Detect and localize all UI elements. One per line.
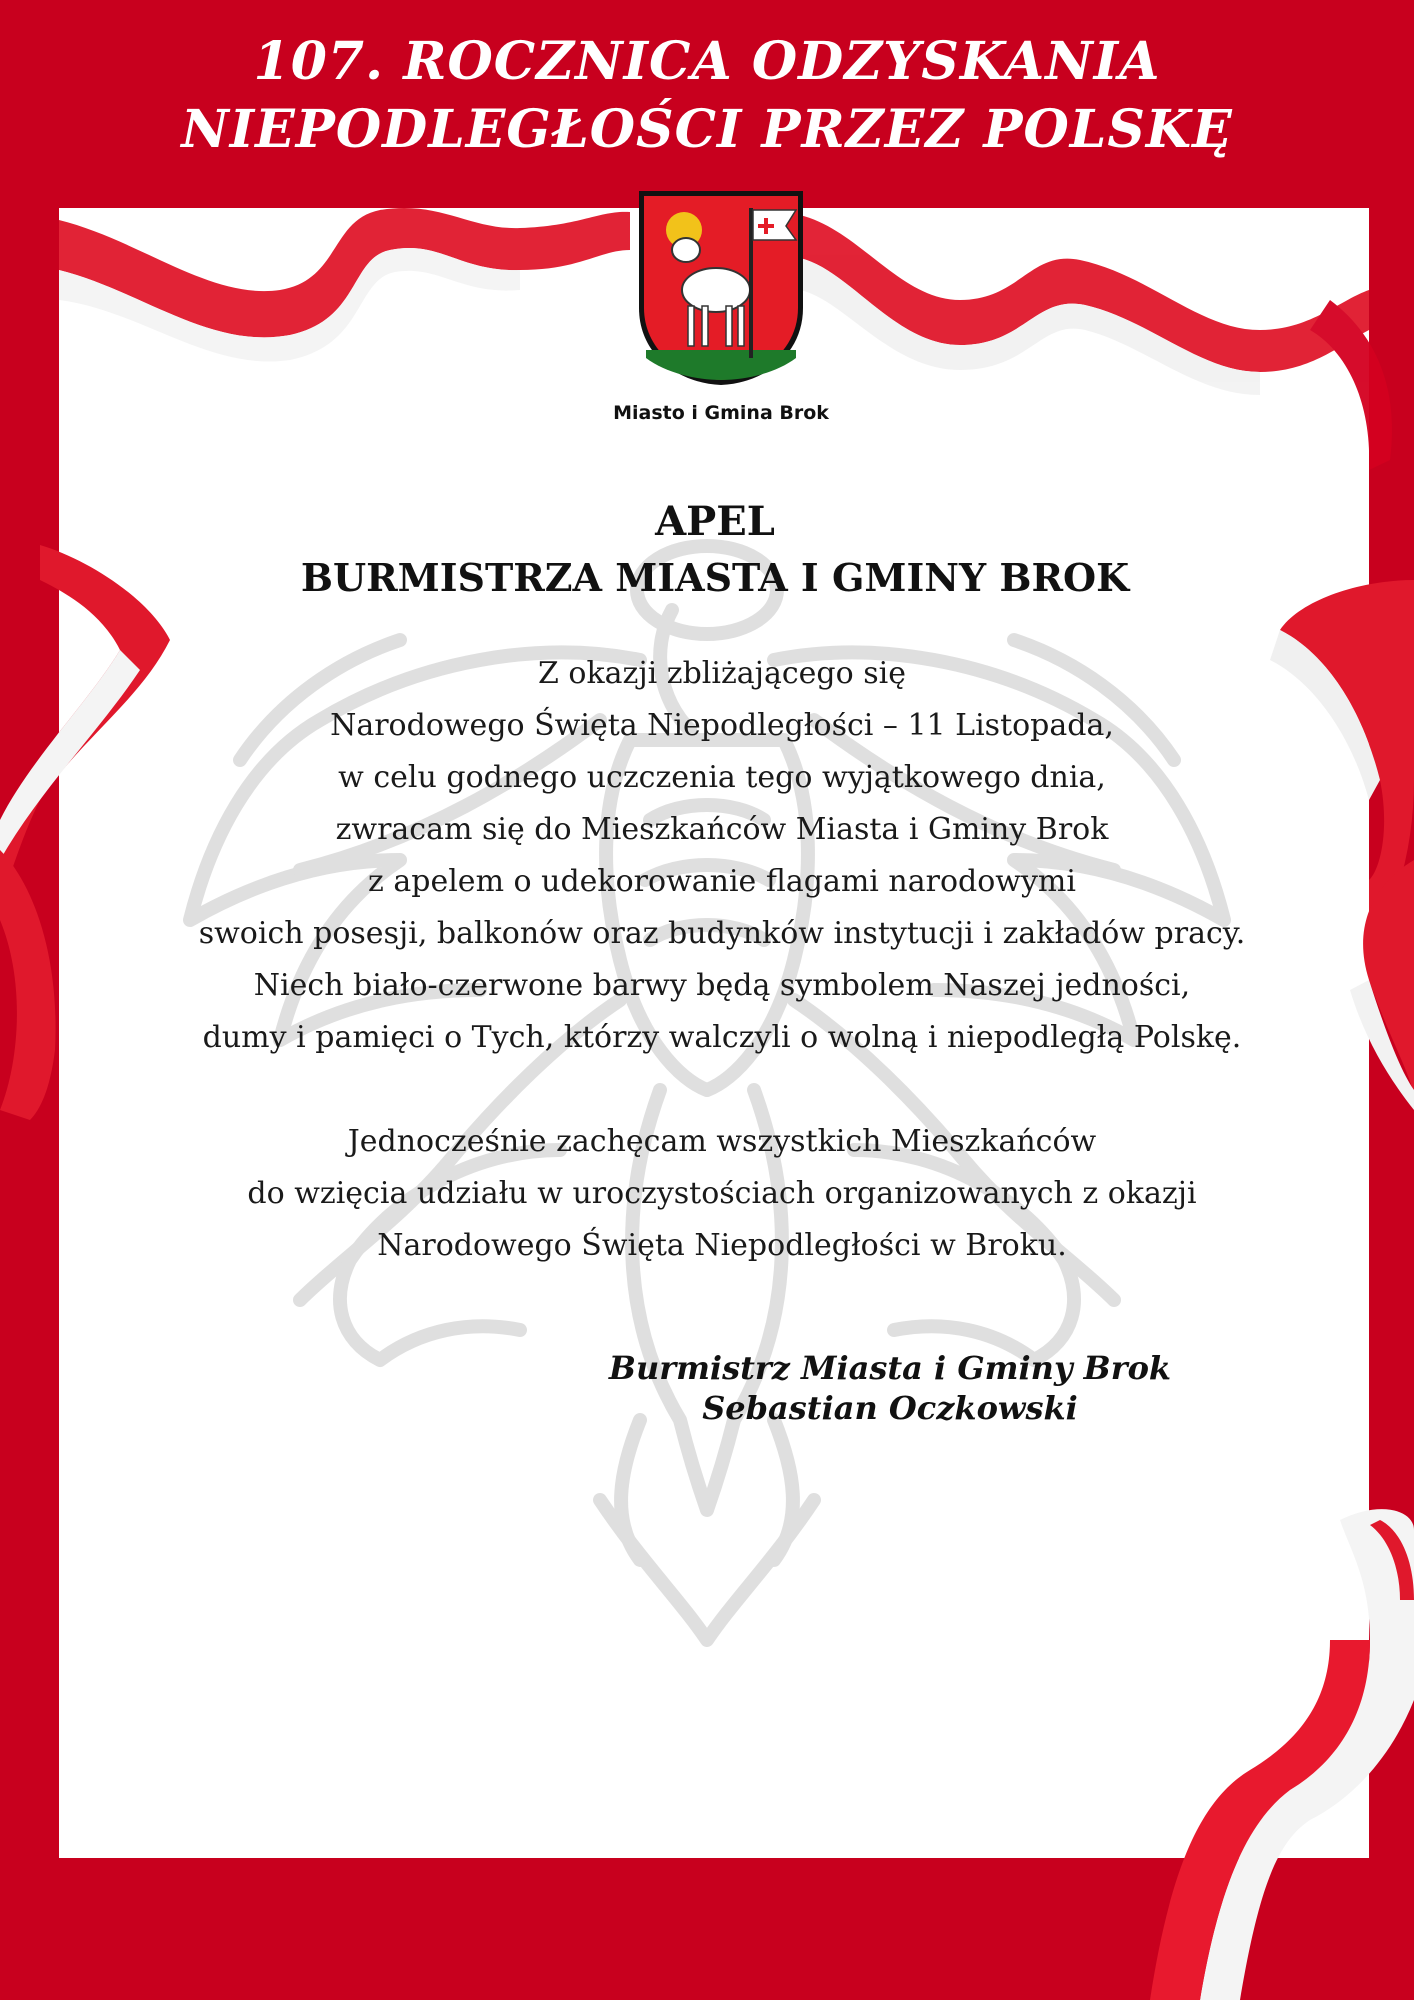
header-title-line2: NIEPODLEGŁOŚCI PRZEZ POLSKĘ [181,99,1233,160]
appeal-text-line: Narodowego Święta Niepodległości w Broku. [377,1228,1067,1263]
appeal-title-line2: BURMISTRZA MIASTA I GMINY BROK [300,555,1130,600]
appeal-text-line: Niech biało-czerwone barwy będą symbolem Naszej jedności, [253,968,1191,1003]
appeal-text-line: Narodowego Święta Niepodległości – 11 Listopada, [330,708,1114,743]
appeal-text-line: Jednocześnie zachęcam wszystkich Mieszkańców [347,1124,1097,1159]
appeal-heading [140,494,1290,606]
signature-role: Burmistrz Miasta i Gminy Brok [608,1349,1172,1387]
appeal-text-line: Z okazji zbliżającego się [538,656,906,691]
paragraph-gap [80,1064,1364,1116]
appeal-text-line: zwracam się do Mieszkańców Miasta i Gminy Brok [335,812,1109,847]
appeal-text-line: z apelem o udekorowanie flagami narodowymi [368,864,1076,899]
signature-name: Sebastian Oczkowski [702,1389,1078,1427]
appeal-text-line: swoich posesji, balkonów oraz budynków instytucji i zakładów pracy. [198,916,1246,951]
appeal-text-line: w celu godnego uczczenia tego wyjątkowego dnia, [338,760,1106,795]
coat-of-arms [636,188,806,388]
signature-block [590,1348,1190,1428]
poster-header [0,0,1414,200]
crest-caption: Miasto i Gmina Brok [613,402,829,424]
appeal-title-line1: APEL [655,498,775,545]
header-title-line1: 107. ROCZNICA ODZYSKANIA [253,31,1161,92]
lamb-with-banner-crest-icon [636,188,806,388]
appeal-body [80,648,1364,1272]
appeal-text-line: dumy i pamięci o Tych, którzy walczyli o wolną i niepodległą Polskę. [202,1020,1242,1055]
appeal-text-line: do wzięcia udziału w uroczystościach organizowanych z okazji [247,1176,1197,1211]
